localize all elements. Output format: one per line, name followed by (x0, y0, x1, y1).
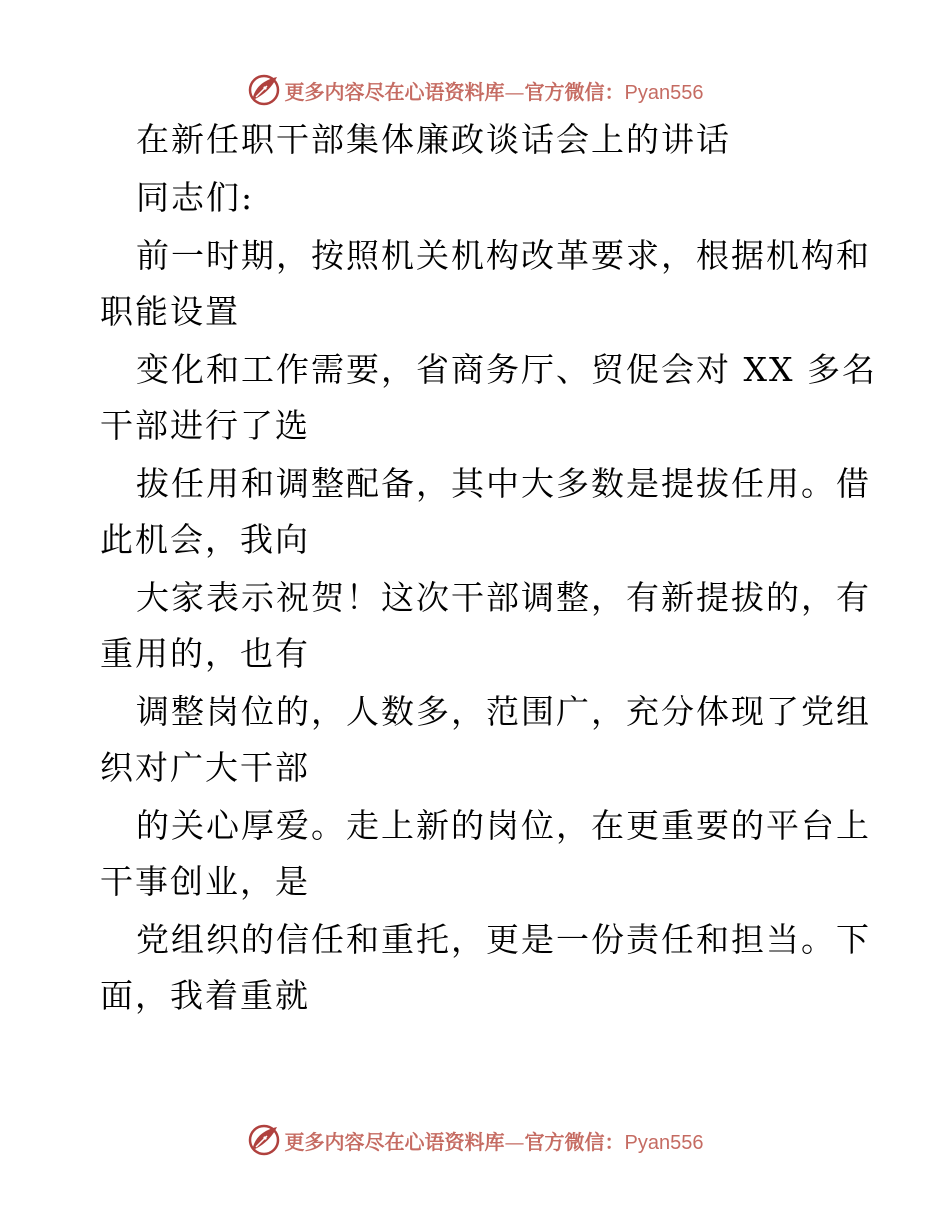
footer-banner-text (285, 1126, 704, 1155)
paragraph-line: 重用的，也有 (100, 634, 310, 673)
logo-icon (247, 73, 281, 107)
banner-site-name: 更多内容尽在心语资料库 (284, 1129, 505, 1154)
document-greeting: 同志们: (136, 178, 255, 217)
header-banner (0, 70, 950, 110)
header-banner-text (285, 76, 704, 105)
paragraph (100, 806, 871, 901)
paragraph-line: 干部进行了选 (100, 406, 310, 445)
banner-dash: — (504, 79, 525, 104)
paragraph-line: 织对广大干部 (100, 748, 310, 787)
document-body (100, 120, 877, 1036)
paragraph-line: 前一时期，按照机关机构改革要求，根据机构和 (136, 236, 871, 275)
paragraph-line: 的关心厚爱。走上新的岗位，在更重要的平台上 (136, 806, 871, 845)
banner-dash: — (504, 1129, 525, 1154)
footer-banner (0, 1120, 950, 1160)
paragraph (100, 236, 871, 331)
banner-site-name: 更多内容尽在心语资料库 (284, 79, 505, 104)
paragraph-line: 职能设置 (100, 292, 240, 331)
paragraph (100, 920, 871, 1015)
paragraph-line: 调整岗位的，人数多，范围广，充分体现了党组 (136, 692, 871, 731)
banner-wechat-id: Pyan556 (624, 81, 704, 104)
paragraph-line: 干事创业，是 (100, 862, 310, 901)
paragraph-line: 变化和工作需要，省商务厅、贸促会对 XX 多名 (136, 350, 877, 389)
paragraph (100, 578, 871, 673)
banner-wechat-label: 官方微信： (524, 1129, 625, 1154)
document-title: 在新任职干部集体廉政谈话会上的讲话 (136, 120, 731, 159)
paragraph-line: 党组织的信任和重托，更是一份责任和担当。下 (136, 920, 871, 959)
paragraph (100, 464, 871, 559)
paragraph-line: 拔任用和调整配备，其中大多数是提拔任用。借 (136, 464, 871, 503)
paragraph-line: 面，我着重就 (100, 976, 310, 1015)
paragraph-line: 此机会，我向 (100, 520, 310, 559)
paragraph (100, 350, 877, 445)
banner-wechat-id: Pyan556 (624, 1131, 704, 1154)
logo-icon (247, 1123, 281, 1157)
paragraph-line: 大家表示祝贺！这次干部调整，有新提拔的，有 (136, 578, 871, 617)
banner-wechat-label: 官方微信： (524, 79, 625, 104)
paragraph (100, 692, 871, 787)
